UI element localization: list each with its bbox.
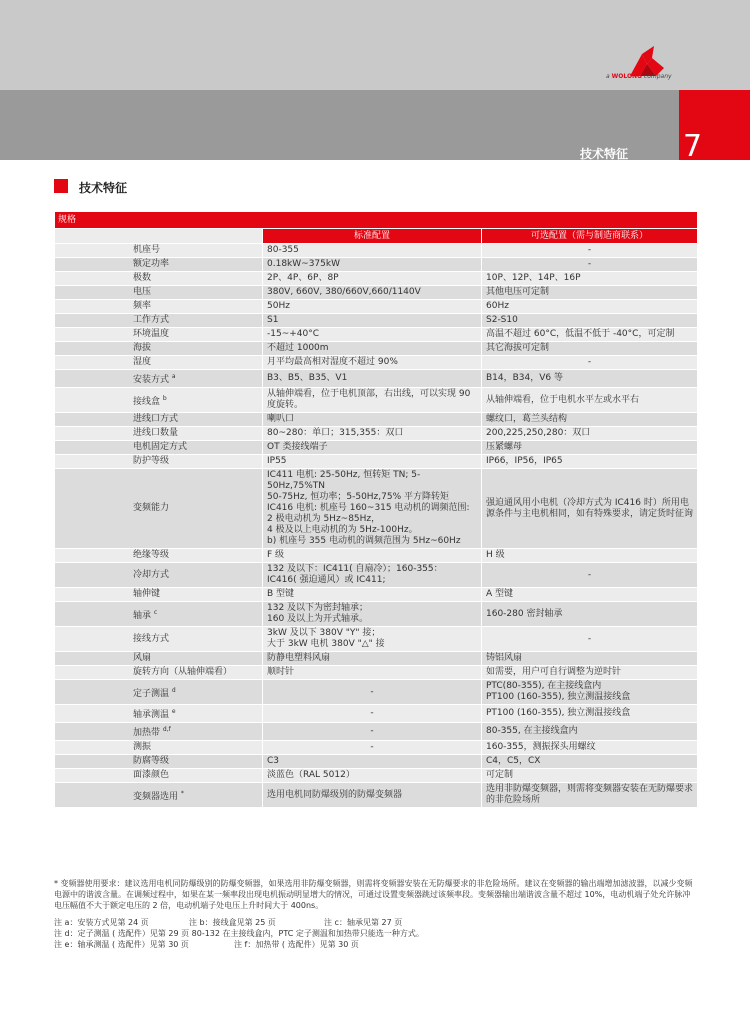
- standard-value-cell: 不超过 1000m: [263, 342, 482, 356]
- standard-value-cell: IP55: [263, 455, 482, 469]
- spec-item-label: 防护等级: [133, 456, 170, 466]
- spec-item-label: 环境温度: [133, 329, 170, 339]
- table-row: [55, 469, 698, 549]
- table-row: [55, 627, 698, 652]
- table-row: [55, 300, 698, 314]
- table-title: 规格: [55, 212, 698, 229]
- standard-value-cell: -: [263, 723, 482, 741]
- table-row: [55, 588, 698, 602]
- table-row: [55, 388, 698, 413]
- optional-value-cell: 强迫通风用小电机（冷却方式为 IC416 时）所用电源条件与主电机相同，如有特殊要求，请定货时征询: [482, 469, 698, 549]
- optional-value-cell: IP66，IP56，IP65: [482, 455, 698, 469]
- spec-item-cell: [55, 455, 263, 469]
- spec-item-cell: [55, 342, 263, 356]
- standard-value-cell: 防静电塑料风扇: [263, 652, 482, 666]
- spec-item-cell: [55, 314, 263, 328]
- spec-item-label: 变频器选用: [133, 791, 179, 802]
- spec-item-cell: [55, 755, 263, 769]
- optional-value-cell: 其他电压可定制: [482, 286, 698, 300]
- footnote-marker: a: [171, 373, 176, 380]
- footnote-marker: c: [153, 608, 158, 616]
- standard-value-cell: F 级: [263, 549, 482, 563]
- optional-value-cell: 60Hz: [482, 300, 698, 314]
- table-row: [55, 370, 698, 388]
- spec-item-cell: [55, 723, 263, 741]
- spec-item-label: 湿度: [133, 357, 152, 367]
- standard-value-cell: 50Hz: [263, 300, 482, 314]
- spec-item-label: 安装方式: [133, 375, 170, 385]
- standard-value-cell: OT 类接线端子: [263, 441, 482, 455]
- spec-item-label: 额定功率: [133, 259, 170, 269]
- note-f: 注 f：加热带 ( 选配件）见第 30 页: [234, 940, 359, 949]
- table-row: [55, 652, 698, 666]
- company-tagline: a WOLONG company: [606, 73, 672, 80]
- spec-item-label: 轴承测温: [133, 710, 170, 720]
- standard-value-cell: 380V, 660V, 380/660V,660/1140V: [263, 286, 482, 300]
- spec-item-label: 进线口方式: [133, 414, 179, 424]
- spec-item-cell: [55, 328, 263, 342]
- table-row: [55, 783, 698, 808]
- optional-value-cell: 从轴伸端看，位于电机水平左或水平右: [482, 388, 698, 413]
- note-c: 注 c：轴承见第 27 页: [324, 918, 403, 927]
- standard-value-cell: B 型键: [263, 588, 482, 602]
- spec-item-cell: [55, 286, 263, 300]
- spec-table: [54, 211, 698, 808]
- spec-item-label: 定子测温: [133, 688, 170, 699]
- footnote-marker: b: [162, 394, 167, 402]
- header-cell-standard: 标准配置: [263, 229, 482, 244]
- standard-value-cell: 从轴伸端看，位于电机顶部，右出线，可以实现 90 度旋转。: [263, 388, 482, 413]
- spec-item-label: 测振: [133, 742, 152, 752]
- spec-item-label: 轴承: [133, 610, 152, 621]
- table-row: [55, 769, 698, 783]
- optional-value-cell: -: [482, 244, 698, 258]
- optional-value-cell: 高温不超过 60°C，低温不低于 -40°C，可定制: [482, 328, 698, 342]
- spec-item-cell: [55, 356, 263, 370]
- footnote-marker: e: [171, 708, 176, 715]
- table-row: [55, 441, 698, 455]
- spec-item-cell: [55, 652, 263, 666]
- standard-value-cell: 80~280：单口；315,355：双口: [263, 427, 482, 441]
- footnote-marker: d: [171, 686, 176, 694]
- spec-item-cell: [55, 666, 263, 680]
- optional-value-cell: 可定制: [482, 769, 698, 783]
- table-row: [55, 258, 698, 272]
- spec-item-label: 面漆颜色: [133, 770, 170, 780]
- optional-value-cell: 其它海拔可定制: [482, 342, 698, 356]
- optional-value-cell: -: [482, 563, 698, 588]
- optional-value-cell: 压紧螺母: [482, 441, 698, 455]
- spec-item-cell: [55, 741, 263, 755]
- spec-item-cell: [55, 441, 263, 455]
- table-row: [55, 723, 698, 741]
- header-cell-item: [55, 229, 263, 244]
- value-line: 132 及以下为密封轴承；: [267, 603, 369, 613]
- standard-value-cell: 选用电机同防爆级别的防爆变频器: [263, 783, 482, 808]
- spec-item-label: 加热带: [133, 728, 161, 738]
- table-row: [55, 328, 698, 342]
- spec-item-cell: [55, 388, 263, 413]
- spec-item-label: 绝缘等级: [133, 550, 170, 560]
- table-row: [55, 427, 698, 441]
- optional-value-cell: 铸铝风扇: [482, 652, 698, 666]
- standard-value-cell: C3: [263, 755, 482, 769]
- inverter-note: * 变频器使用要求：建议选用电机同防爆级别的防爆变频器，如果选用非防爆变频器，则需将变频器安装在无防爆要求的非危险场所。建议在变频器的输出端增加滤波器，以减少变频电源中的谐波含量。在调频过程中，如果在某一频率段出现电机振动明显增大的情况，可通过设置变频器跳过该频率段。变频器输出端谐波含量不超过 10%，电动机端子处允许脉冲电压幅值不大于额定电压的 2 倍，电动机端子处电压上升时间大于 400ns。: [54, 879, 693, 910]
- value-line: IC416 电机: 机座号 160~315 电动机的调频范围:: [267, 503, 470, 513]
- header-cell-optional: 可选配置（需与制造商联系）: [482, 229, 698, 244]
- note-d: 注 d：定子测温 ( 选配件）见第 29 页 80-132 在主接线盒内，PTC 定子测温和加热带只能选一种方式。: [54, 929, 424, 938]
- spec-item-cell: [55, 300, 263, 314]
- optional-value-cell: 螺纹口，葛兰头结构: [482, 413, 698, 427]
- spec-item-cell: [55, 427, 263, 441]
- table-row: [55, 741, 698, 755]
- optional-value-cell: 如需要，用户可自行调整为逆时针: [482, 666, 698, 680]
- table-row: [55, 244, 698, 258]
- spec-item-cell: [55, 272, 263, 286]
- title-marker: [54, 179, 68, 193]
- spec-item-label: 海拔: [133, 343, 152, 353]
- spec-item-cell: [55, 258, 263, 272]
- spec-item-label: 风扇: [133, 653, 152, 663]
- table-row: [55, 755, 698, 769]
- table-row: [55, 286, 698, 300]
- value-line: IC411 电机: 25-50Hz, 恒转矩 TN; 5-50Hz,75%TN: [267, 470, 421, 491]
- table-row: [55, 705, 698, 723]
- spec-item-cell: [55, 413, 263, 427]
- table-row: [55, 680, 698, 705]
- table-row: [55, 666, 698, 680]
- optional-value-cell: -: [482, 627, 698, 652]
- standard-value-cell: 淡蓝色（RAL 5012）: [263, 769, 482, 783]
- standard-value-cell: 月平均最高相对湿度不超过 90%: [263, 356, 482, 370]
- standard-value-cell: -15~+40°C: [263, 328, 482, 342]
- optional-value-cell: A 型键: [482, 588, 698, 602]
- section-header-title: 技术特征: [580, 147, 629, 161]
- spec-item-cell: [55, 588, 263, 602]
- value-line: 大于 3kW 电机 380V "△" 接: [267, 639, 385, 649]
- standard-value-cell: [263, 563, 482, 588]
- optional-value-cell: -: [482, 258, 698, 272]
- header-mid-band: [0, 90, 679, 160]
- note-b: 注 b：接线盒见第 25 页: [189, 918, 276, 927]
- spec-item-label: 接线方式: [133, 633, 170, 644]
- value-line: 132 及以下：IC411( 自扇冷）；160-355：: [267, 564, 443, 574]
- value-line: PTC(80-355), 在主接线盒内: [486, 681, 602, 691]
- optional-value-cell: [482, 680, 698, 705]
- spec-item-cell: [55, 705, 263, 723]
- value-line: PT100 (160-355), 独立测温接线盒: [486, 692, 631, 702]
- footnotes: [54, 878, 697, 950]
- value-line: IC416( 强迫通风）或 IC411;: [267, 575, 386, 585]
- value-line: b) 机座号 355 电动机的调频范围为 5Hz~60Hz: [267, 536, 461, 546]
- optional-value-cell: 160-280 密封轴承: [482, 602, 698, 627]
- note-e: 注 e：轴承测温 ( 选配件）见第 30 页: [54, 940, 189, 949]
- spec-item-label: 冷却方式: [133, 569, 170, 580]
- optional-value-cell: 200,225,250,280：双口: [482, 427, 698, 441]
- table-row: [55, 356, 698, 370]
- optional-value-cell: 160-355，测振探头用螺纹: [482, 741, 698, 755]
- spec-item-label: 频率: [133, 301, 152, 311]
- spec-item-label: 电机固定方式: [133, 442, 188, 452]
- value-line: 2 极电动机为 5Hz~85Hz，: [267, 514, 381, 524]
- spec-item-label: 防腐等级: [133, 756, 170, 766]
- standard-value-cell: 喇叭口: [263, 413, 482, 427]
- spec-item-cell: [55, 549, 263, 563]
- optional-value-cell: 选用非防爆变频器，则需将变频器安装在无防爆要求的非危险场所: [482, 783, 698, 808]
- spec-item-cell: [55, 602, 263, 627]
- spec-item-label: 接线盒: [133, 396, 161, 407]
- footnote-marker: d,f: [162, 726, 171, 733]
- table-row: [55, 314, 698, 328]
- page-title: 技术特征: [79, 181, 128, 195]
- footnote-marker: *: [180, 789, 184, 797]
- standard-value-cell: [263, 602, 482, 627]
- spec-item-label: 工作方式: [133, 315, 170, 325]
- spec-item-cell: [55, 783, 263, 808]
- table-row: [55, 272, 698, 286]
- spec-item-label: 极数: [133, 273, 152, 283]
- optional-value-cell: 10P、12P、14P、16P: [482, 272, 698, 286]
- standard-value-cell: 顺时针: [263, 666, 482, 680]
- spec-item-cell: [55, 627, 263, 652]
- spec-item-cell: [55, 370, 263, 388]
- spec-item-cell: [55, 244, 263, 258]
- standard-value-cell: 80-355: [263, 244, 482, 258]
- table-row: [55, 413, 698, 427]
- table-row: [55, 602, 698, 627]
- optional-value-cell: B14，B34，V6 等: [482, 370, 698, 388]
- value-line: 3kW 及以下 380V "Y" 接；: [267, 628, 381, 638]
- table-row: [55, 563, 698, 588]
- table-row: [55, 549, 698, 563]
- standard-value-cell: B3、B5、B35、V1: [263, 370, 482, 388]
- standard-value-cell: 2P、4P、6P、8P: [263, 272, 482, 286]
- optional-value-cell: C4，C5，CX: [482, 755, 698, 769]
- optional-value-cell: PT100 (160-355), 独立测温接线盒: [482, 705, 698, 723]
- value-line: 4 极及以上电动机的为 5Hz-100Hz。: [267, 525, 418, 535]
- value-line: 160 及以上为开式轴承。: [267, 614, 369, 624]
- spec-item-label: 轴伸键: [133, 589, 161, 599]
- optional-value-cell: -: [482, 356, 698, 370]
- optional-value-cell: 80-355, 在主接线盒内: [482, 723, 698, 741]
- spec-item-label: 进线口数量: [133, 428, 179, 438]
- spec-item-label: 电压: [133, 287, 152, 297]
- table-row: [55, 342, 698, 356]
- spec-item-cell: [55, 769, 263, 783]
- spec-item-cell: [55, 563, 263, 588]
- standard-value-cell: S1: [263, 314, 482, 328]
- optional-value-cell: S2-S10: [482, 314, 698, 328]
- spec-item-cell: [55, 469, 263, 549]
- spec-item-label: 旋转方向（从轴伸端看）: [133, 667, 233, 677]
- note-a: 注 a：安装方式见第 24 页: [54, 918, 149, 927]
- optional-value-cell: H 级: [482, 549, 698, 563]
- standard-value-cell: 0.18kW~375kW: [263, 258, 482, 272]
- spec-item-label: 变频能力: [133, 503, 170, 513]
- spec-item-label: 机座号: [133, 245, 161, 255]
- standard-value-cell: [263, 469, 482, 549]
- standard-value-cell: [263, 627, 482, 652]
- value-line: 50-75Hz, 恒功率；5-50Hz,75% 平方降转矩: [267, 492, 450, 502]
- standard-value-cell: -: [263, 705, 482, 723]
- standard-value-cell: -: [263, 741, 482, 755]
- table-row: [55, 455, 698, 469]
- spec-item-cell: [55, 680, 263, 705]
- standard-value-cell: -: [263, 680, 482, 705]
- section-number: 7: [683, 129, 703, 164]
